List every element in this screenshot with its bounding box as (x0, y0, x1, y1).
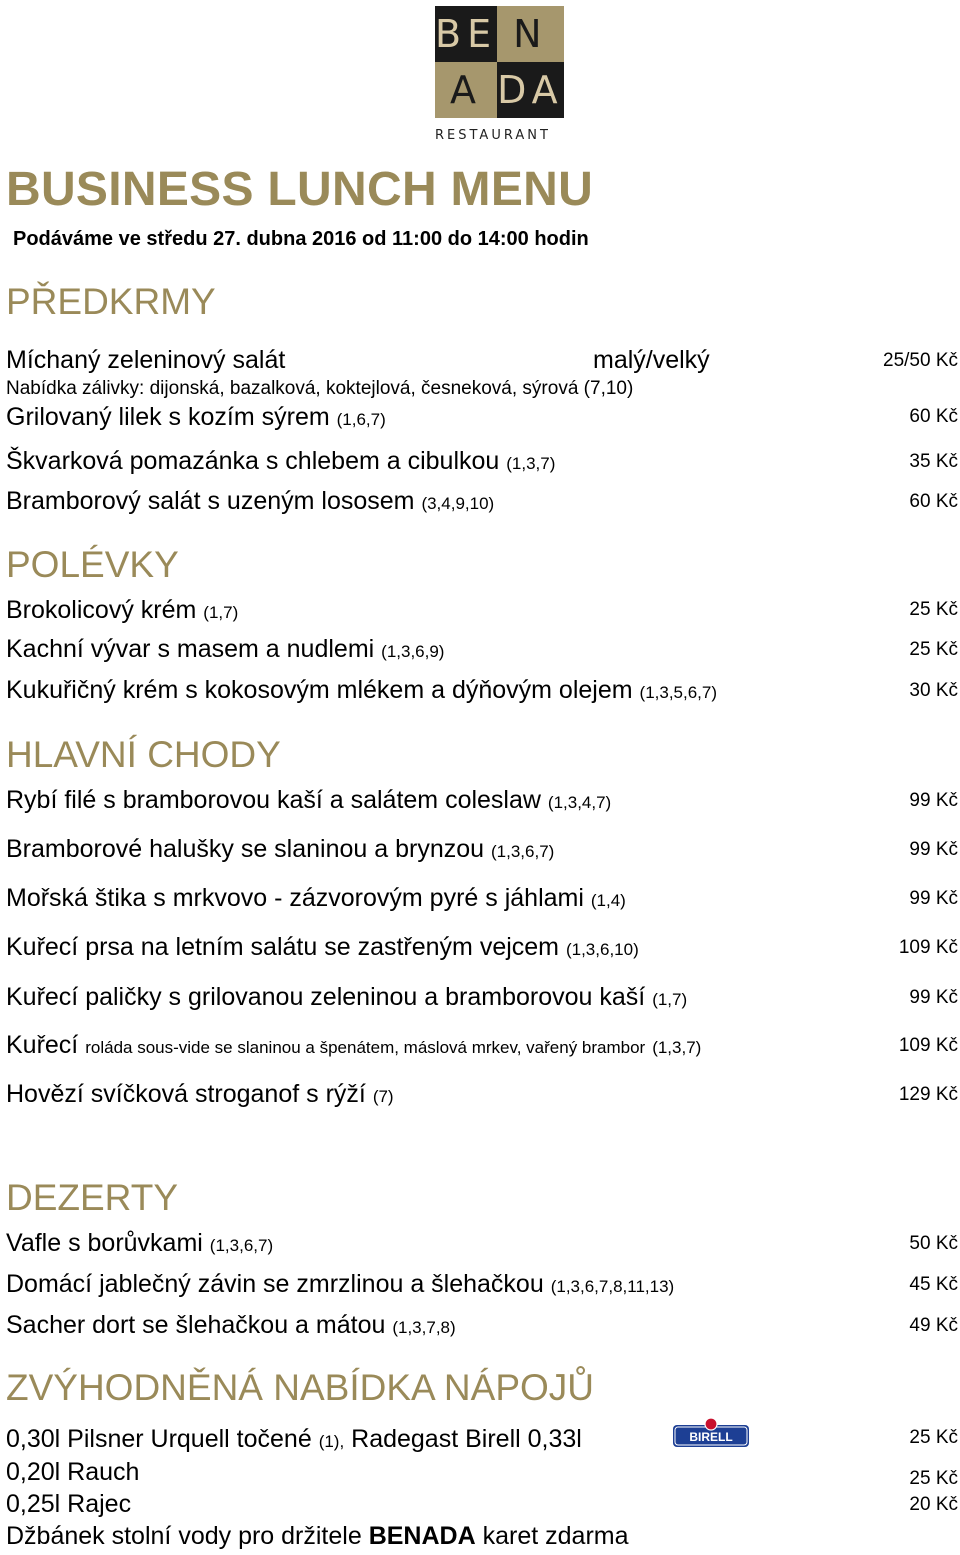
item-allergens: (7) (372, 1087, 394, 1106)
item-price: 49 Kč (909, 1315, 958, 1336)
menu-item (6, 487, 494, 516)
menu-item (6, 835, 554, 864)
menu-item (6, 786, 611, 815)
item-allergens: (1,7) (652, 990, 688, 1009)
item-name: Kukuřičný krém s kokosovým mlékem a dýňovým olejem (6, 676, 633, 704)
menu-item (6, 596, 238, 625)
birell-logo-icon (673, 1417, 749, 1449)
section-heading-hlavni: HLAVNÍ CHODY (6, 734, 281, 775)
item-name: Kuřecí (6, 1031, 79, 1059)
menu-item (6, 1229, 273, 1258)
item-price: 25 Kč (909, 1427, 958, 1448)
item-allergens: (1,4) (590, 891, 626, 910)
item-name: Kuřecí paličky s grilovanou zeleninou a bramborovou kaší (6, 983, 646, 1011)
item-price: 60 Kč (909, 406, 958, 427)
item-allergens: (1,3,6,10) (565, 940, 639, 959)
svg-text:BIRELL: BIRELL (689, 1430, 733, 1444)
item-allergens: (1,3,6,9) (381, 642, 445, 661)
logo-cell-n: N (497, 6, 564, 62)
logo-cell-be: BE (435, 6, 497, 62)
item-name: Bramborový salát s uzeným lososem (6, 487, 415, 515)
item-name: Grilovaný lilek s kozím sýrem (6, 403, 330, 431)
item-allergens: (1,3,6,7) (491, 842, 555, 861)
item-allergens: (1), (318, 1432, 345, 1451)
menu-item (6, 884, 626, 913)
item-description: roláda sous-vide se slaninou a špenátem, máslová mrkev, vařený brambor (85, 1038, 646, 1057)
water-text-post: karet zdarma (482, 1522, 629, 1550)
item-allergens: (1,7) (203, 603, 239, 622)
drink-beer (6, 1425, 582, 1454)
drink-name: 0,30l Pilsner Urquell točené (6, 1425, 312, 1453)
menu-item (6, 447, 555, 476)
section-heading-dezerty: DEZERTY (6, 1177, 179, 1218)
item-name: Domácí jablečný závin se zmrzlinou a šlehačkou (6, 1270, 544, 1298)
item-name: Rybí filé s bramborovou kaší a salátem coleslaw (6, 786, 541, 814)
item-name: Mořská štika s mrkvovo - zázvorovým pyré s jáhlami (6, 884, 584, 912)
item-price: 25/50 Kč (883, 350, 958, 371)
menu-item (6, 1080, 394, 1109)
drink-rajec: 0,25l Rajec (6, 1490, 132, 1518)
menu-item (6, 1270, 674, 1299)
item-name: Hovězí svíčková stroganof s rýží (6, 1080, 366, 1108)
item-price: 109 Kč (898, 937, 958, 958)
section-heading-napoje: ZVÝHODNĚNÁ NABÍDKA NÁPOJŮ (6, 1367, 595, 1408)
item-name: Kachní vývar s masem a nudlemi (6, 635, 375, 663)
item-price: 99 Kč (909, 987, 958, 1008)
water-text-pre: Džbánek stolní vody pro držitele (6, 1522, 362, 1550)
drink-rauch: 0,20l Rauch (6, 1458, 140, 1486)
menu-title: BUSINESS LUNCH MENU (6, 163, 594, 216)
item-price: 99 Kč (909, 888, 958, 909)
item-price: 35 Kč (909, 451, 958, 472)
item-price: 50 Kč (909, 1233, 958, 1254)
water-offer (6, 1522, 629, 1551)
item-allergens: (1,3,6,7) (209, 1236, 274, 1255)
menu-item (6, 933, 639, 962)
drink-name-2: Radegast Birell 0,33l (351, 1425, 582, 1453)
salad-size: malý/velký (593, 346, 710, 374)
menu-item (6, 676, 717, 705)
item-name: Sacher dort se šlehačkou a mátou (6, 1311, 386, 1339)
item-name: Míchaný zeleninový salát (6, 346, 286, 374)
logo-cell-da: DA (497, 62, 564, 118)
logo-cell-a: A (435, 62, 497, 118)
menu-date: Podáváme ve středu 27. dubna 2016 od 11:00 do 14:00 hodin (13, 228, 589, 250)
item-allergens: (1,3,5,6,7) (639, 683, 718, 702)
section-heading-polevky: POLÉVKY (6, 544, 179, 585)
item-price: 20 Kč (909, 1494, 958, 1515)
item-price: 109 Kč (898, 1035, 958, 1056)
item-price: 45 Kč (909, 1274, 958, 1295)
menu-item (6, 983, 687, 1012)
item-price: 25 Kč (909, 639, 958, 660)
item-allergens: (1,6,7) (336, 410, 386, 429)
dressing-note: Nabídka zálivky: dijonská, bazalková, koktejlová, česneková, sýrová (7,10) (6, 378, 634, 399)
item-name: Kuřecí prsa na letním salátu se zastřeným vejcem (6, 933, 560, 961)
item-price: 30 Kč (909, 680, 958, 701)
item-price: 99 Kč (909, 839, 958, 860)
menu-item (6, 635, 444, 664)
section-heading-predkrmy: PŘEDKRMY (6, 281, 216, 322)
benada-logo (435, 6, 564, 118)
item-price: 25 Kč (909, 599, 958, 620)
logo-tagline: RESTAURANT (435, 128, 551, 143)
item-price: 25 Kč (909, 1468, 958, 1489)
menu-item (6, 1031, 701, 1060)
item-price: 129 Kč (898, 1084, 958, 1105)
item-name: Vafle s borůvkami (6, 1229, 203, 1257)
menu-item-salad (6, 346, 285, 375)
item-name: Bramborové halušky se slaninou a brynzou (6, 835, 485, 863)
menu-item (6, 403, 386, 432)
menu-item (6, 1311, 456, 1340)
item-price: 99 Kč (909, 790, 958, 811)
item-price: 60 Kč (909, 491, 958, 512)
item-allergens: (3,4,9,10) (421, 494, 495, 513)
item-allergens: (1,3,7,8) (392, 1318, 456, 1337)
item-allergens: (1,3,6,7,8,11,13) (550, 1277, 675, 1296)
item-allergens: (1,3,4,7) (547, 793, 612, 812)
item-allergens: (1,3,7) (652, 1038, 702, 1057)
item-name: Škvarková pomazánka s chlebem a cibulkou (6, 447, 500, 475)
water-brand: BENADA (368, 1522, 476, 1550)
item-allergens: (1,3,7) (506, 454, 556, 473)
item-name: Brokolicový krém (6, 596, 197, 624)
